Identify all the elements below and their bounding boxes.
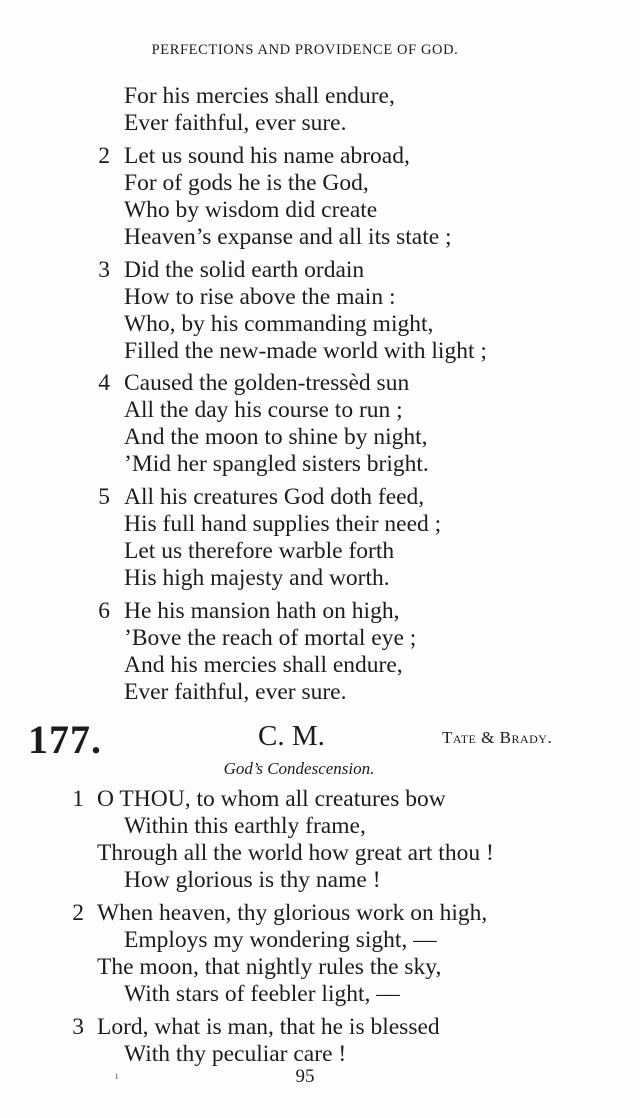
verse-line: Within this earthly frame, (124, 813, 366, 839)
verse-line: Ever faithful, ever sure. (124, 110, 347, 136)
verse-line: All his creatures God doth feed, (124, 484, 425, 510)
verse-line: For of gods he is the God, (124, 170, 369, 196)
verse-line: How to rise above the main : (124, 284, 396, 310)
verse-line: Let us therefore warble forth (124, 538, 395, 564)
verse-number: 1 (72, 786, 84, 812)
page-number: 95 (295, 1066, 315, 1087)
verse-line: Heaven’s expanse and all its state ; (124, 224, 452, 250)
verse-number: 5 (98, 484, 110, 510)
verse-line: And his mercies shall endure, (124, 652, 403, 678)
verse-line: Filled the new-made world with light ; (124, 338, 487, 364)
verse-line: ’Bove the reach of mortal eye ; (124, 625, 417, 651)
hymn-number: 177. (28, 717, 102, 762)
verse-line: For his mercies shall endure, (124, 83, 395, 109)
verse-line: Through all the world how great art thou ! (97, 840, 494, 866)
verse-number: 3 (72, 1014, 84, 1040)
verse-line: O THOU, to whom all creatures bow (97, 786, 446, 812)
verse-line: How glorious is thy name ! (124, 867, 381, 893)
hymn-subtitle: God’s Condescension. (223, 759, 375, 778)
margin-mark: ı (115, 1068, 119, 1082)
verse-line: His high majesty and worth. (124, 565, 390, 591)
verse-line: All the day his course to run ; (124, 397, 403, 423)
verse-line: Ever faithful, ever sure. (124, 679, 347, 705)
verse-line: He his mansion hath on high, (124, 598, 400, 624)
hymn-meter: C. M. (258, 720, 325, 752)
verse-line: Who, by his commanding might, (124, 311, 434, 337)
hymn-author: Tate & Brady. (442, 728, 553, 747)
verse-line: And the moon to shine by night, (124, 424, 428, 450)
verse-line: Employs my wondering sight, — (124, 927, 437, 953)
verse-line: Who by wisdom did create (124, 197, 378, 223)
verse-number: 6 (98, 598, 110, 624)
verse-line: Let us sound his name abroad, (124, 143, 410, 169)
verse-line: With stars of feebler light, — (124, 981, 400, 1007)
verse-number: 2 (72, 900, 84, 926)
verse-line: ’Mid her spangled sisters bright. (124, 451, 429, 477)
verse-line: Lord, what is man, that he is blessed (97, 1014, 440, 1040)
verse-line: Caused the golden-tressèd sun (124, 370, 410, 396)
verse-line: With thy peculiar care ! (124, 1041, 347, 1067)
verse-line: His full hand supplies their need ; (124, 511, 442, 537)
verse-number: 2 (98, 143, 110, 169)
running-header: PERFECTIONS AND PROVIDENCE OF GOD. (151, 42, 459, 58)
verse-line: When heaven, thy glorious work on high, (97, 900, 488, 926)
verse-line: Did the solid earth ordain (124, 257, 365, 283)
verse-line: The moon, that nightly rules the sky, (97, 954, 442, 980)
verse-number: 4 (98, 370, 110, 396)
verse-number: 3 (98, 257, 110, 283)
